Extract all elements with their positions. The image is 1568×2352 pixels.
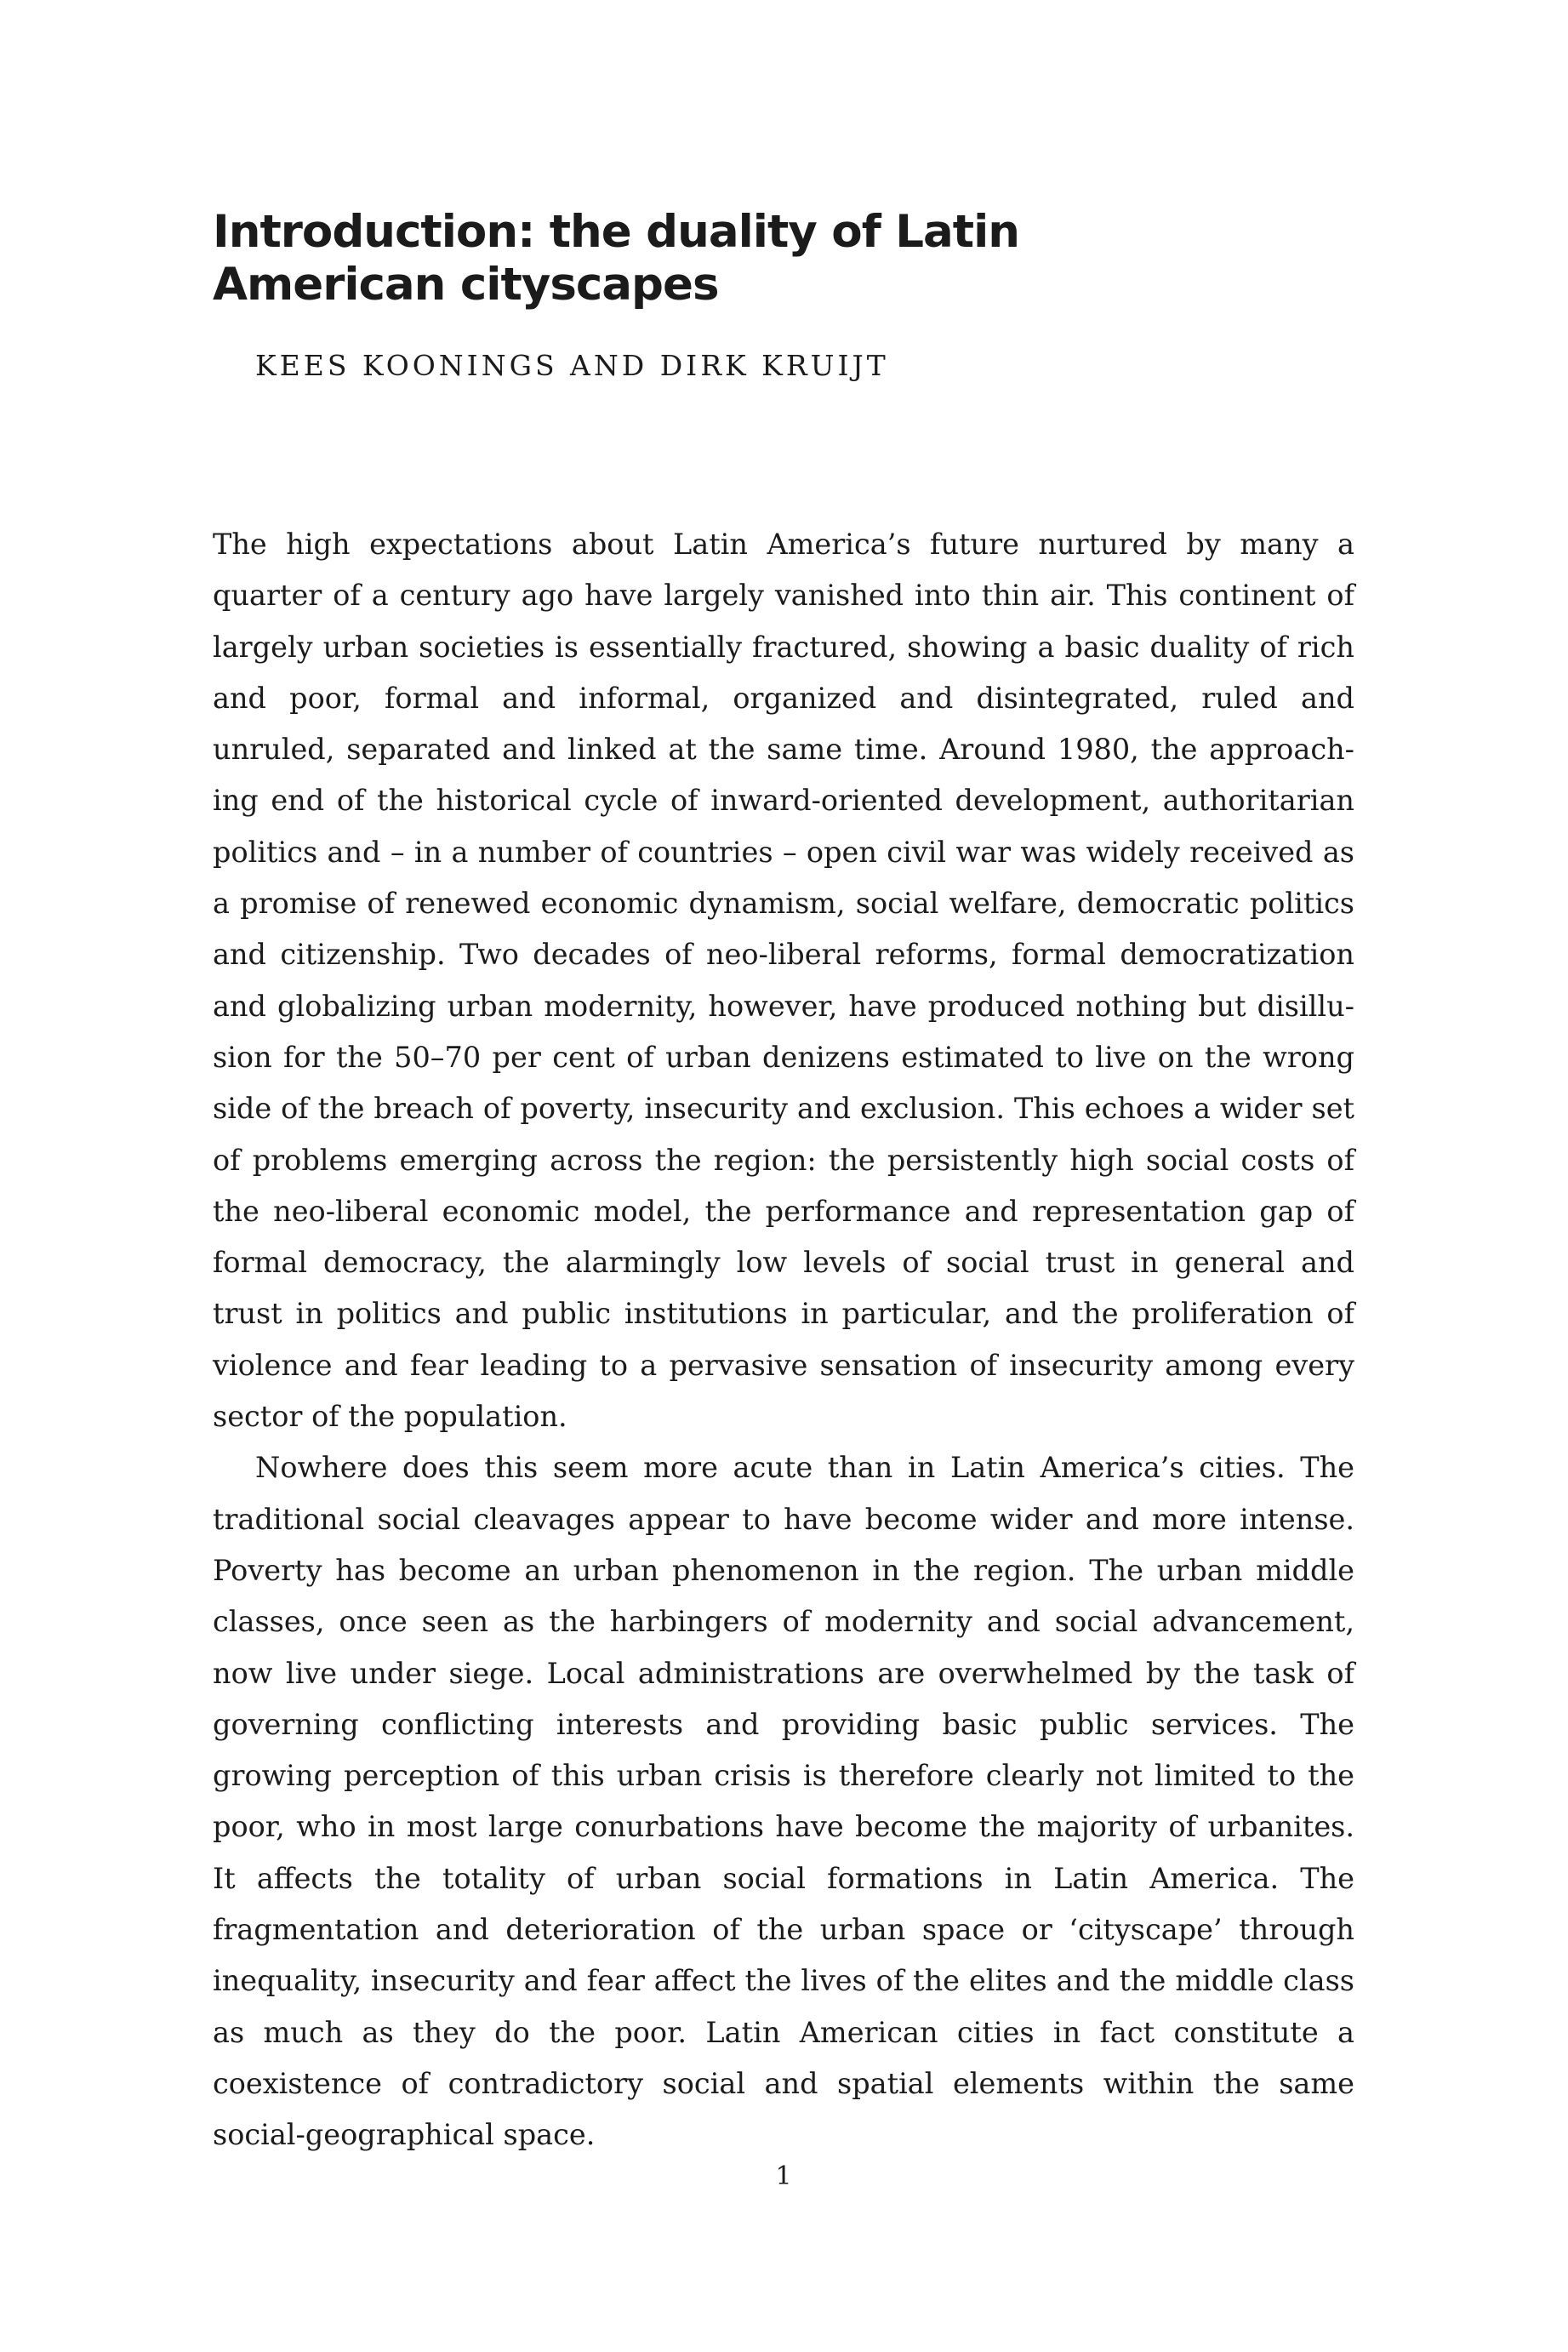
paragraph-1: The high expectations about Latin America’s future nurtured by many a quarter of a century ago have largely vanished into thin air. This continent of largely urban societies is essentially fractured, showing a basic duality of rich and poor, formal and informal, organized and disintegrated, ruled and unruled, separated and linked at the same time. Around 1980, the approaching end of the historical cycle of inward-oriented development, authoritarian politics and – in a number of countries – open civil war was widely received as a promise of renewed economic dynamism, social welfare, democratic politics and citizenship. Two decades of neo-liberal reforms, formal democratization and globalizing urban modernity, however, have produced nothing but disillusion for the 50–70 per cent of urban denizens estimated to live on the wrong side of the breach of poverty, insecurity and exclusion. This echoes a wider set of problems emerging across the region: the persistently high social costs of the neo-liberal economic model, the performance and representation gap of formal democracy, the alarmingly low levels of social trust in general and trust in politics and public institutions in particular, and the proliferation of violence and fear leading to a pervasive sensation of insecurity among every sector of the population. bbox=[213, 528, 1354, 1434]
book-page bbox=[213, 0, 1354, 2352]
chapter-body bbox=[213, 519, 1354, 2161]
page-number: 1 bbox=[775, 2161, 792, 2191]
chapter-title: Introduction: the duality of Latin American cityscapes bbox=[213, 206, 1019, 311]
chapter-authors: KEES KOONINGS AND DIRK KRUIJT bbox=[255, 349, 889, 382]
paragraph-2: Nowhere does this seem more acute than in Latin America’s cities. The traditional social cleavages appear to have become wider and more intense. Poverty has become an urban phenomenon in the region. The urban middle classes, once seen as the harbingers of modernity and social advancement, now live under siege. Local administrations are overwhelmed by the task of governing conflicting interests and providing basic public services. The growing perception of this urban crisis is therefore clearly not limited to the poor, who in most large conurbations have become the majority of urbanites. It affects the totality of urban social formations in Latin America. The fragmentation and deterioration of the urban space or ‘cityscape’ through inequality, insecurity and fear affect the lives of the elites and the middle class as much as they do the poor. Latin American cities in fact constitute a coexistence of contradictory social and spatial elements within the same social-geographical space. bbox=[213, 1451, 1354, 2152]
